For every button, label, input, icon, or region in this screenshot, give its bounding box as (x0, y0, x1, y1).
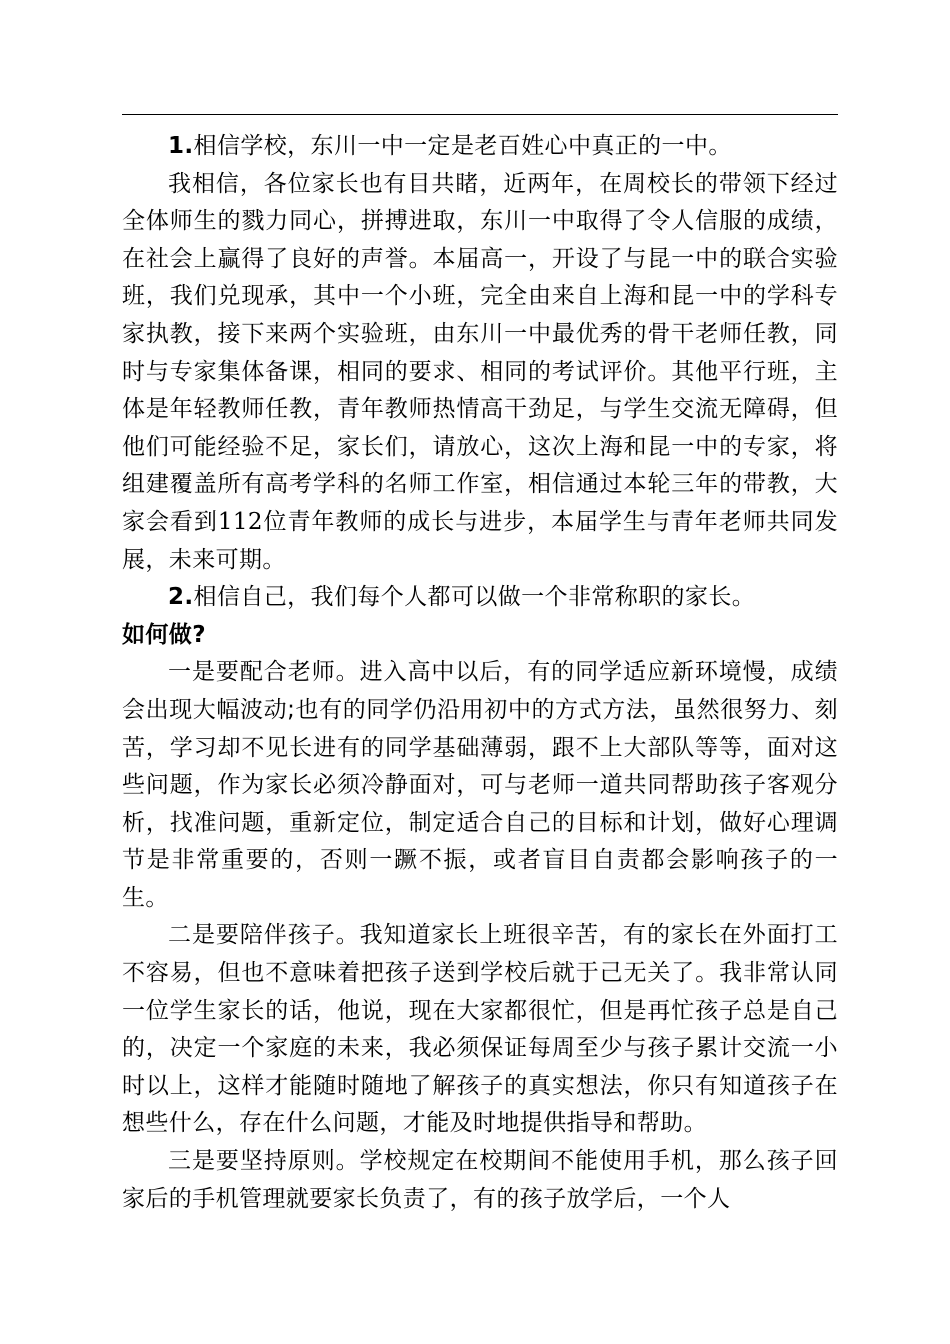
paragraph-text: 位青年教师的成长与进步，本届学生与青年老师共同发展，未来可期。 (122, 508, 838, 573)
section-number: 1. (168, 133, 194, 159)
section-heading-1 (122, 128, 838, 166)
paragraph: 三是要坚持原则。学校规定在校期间不能使用手机，那么孩子回家后的手机管理就要家长负责了，有的孩子放学后，一个人 (122, 1148, 838, 1212)
header-rule (122, 114, 838, 115)
document-body (122, 128, 838, 1218)
paragraph (122, 166, 838, 580)
section-question: 如何做? (122, 621, 206, 648)
paragraph: 二是要陪伴孩子。我知道家长上班很辛苦，有的家长在外面打工不容易，但也不意味着把孩子送到学校后就于己无关了。我非常认同一位学生家长的话，他说，现在大家都很忙，但是再忙孩子总是自己的，决定一个家庭的未来，我必须保证每周至少与孩子累计交流一小时以上，这样才能随时随地了解孩子的真实想法，你只有知道孩子在想些什么，存在什么问题，才能及时地提供指导和帮助。 (122, 922, 838, 1137)
paragraph: 一是要配合老师。进入高中以后，有的同学适应新环境慢，成绩会出现大幅波动;也有的同学仍沿用初中的方式方法，虽然很努力、刻苦，学习却不见长进有的同学基础薄弱，跟不上大部队等等，面对这些问题，作为家长必须冷静面对，可与老师一道共同帮助孩子客观分析，找准问题，重新定位，制定适合自己的目标和计划，做好心理调节是非常重要的，否则一蹶不振，或者盲目自责都会影响孩子的一生。 (122, 659, 838, 911)
section-heading-2 (122, 579, 838, 654)
teacher-count: 112 (217, 508, 263, 535)
section-number: 2. (168, 584, 194, 611)
section-heading-text: 相信自己，我们每个人都可以做一个非常称职的家长。 (193, 584, 756, 611)
section-heading-text: 相信学校，东川一中一定是老百姓心中真正的一中。 (193, 133, 732, 159)
paragraph-text: 我相信，各位家长也有目共睹，近两年，在周校长的带领下经过全体师生的戮力同心，拼搏进取，东川一中取得了令人信服的成绩，在社会上赢得了良好的声誉。本届高一，开设了与昆一中的联合实验班，我们兑现承，其中一个小班，完全由来自上海和昆一中的学科专家执教，接下来两个实验班，由东川一中最优秀的骨干老师任教，同时与专家集体备课，相同的要求、相同的考试评价。其他平行班，主体是年轻教师任教，青年教师热情高干劲足，与学生交流无障碍，但他们可能经验不足，家长们，请放心，这次上海和昆一中的专家，将组建覆盖所有高考学科的名师工作室，相信通过本轮三年的带教，大家会看到 (122, 170, 838, 535)
